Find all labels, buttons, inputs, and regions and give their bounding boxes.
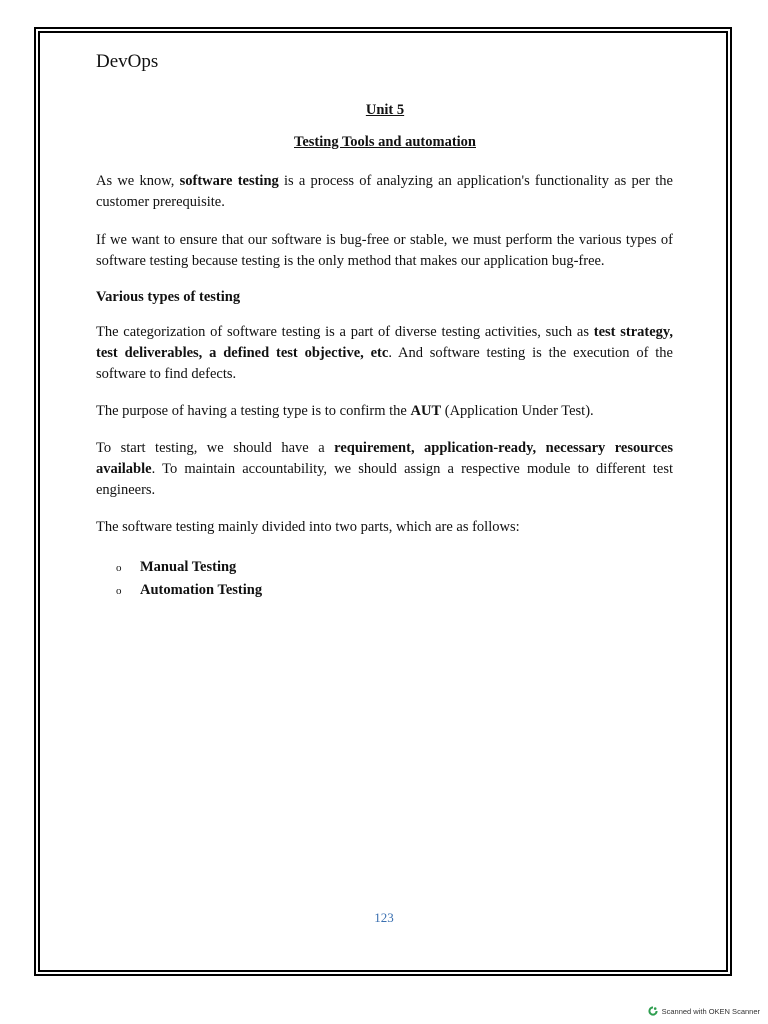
- paragraph-text: The purpose of having a testing type is to confirm the: [96, 403, 411, 419]
- testing-types-list: [116, 556, 262, 602]
- paragraph-text: To start testing, we should have a: [96, 440, 335, 456]
- paragraph-text: is a process of analyzing an application's functionality as per the customer prerequisite.: [96, 173, 673, 210]
- section-subheading: Various types of testing: [96, 289, 241, 305]
- paragraph-text: As we know,: [96, 173, 180, 189]
- unit-heading: Unit 5: [365, 102, 405, 118]
- paragraph-categorization: [96, 322, 673, 385]
- bold-term: software testing: [179, 173, 279, 189]
- scanner-watermark: [648, 1006, 760, 1016]
- scanner-text: Scanned with OKEN Scanner: [661, 1006, 760, 1016]
- oken-scanner-logo-icon: [648, 1006, 658, 1016]
- paragraph-text: (Application Under Test).: [441, 403, 594, 419]
- list-item-label: Automation Testing: [140, 582, 263, 598]
- page-number: 123: [374, 910, 394, 925]
- topic-heading: Testing Tools and automation: [294, 134, 476, 150]
- paragraph-two-parts: The software testing mainly divided into two parts, which are as follows:: [96, 519, 520, 535]
- list-item: [116, 556, 262, 579]
- bold-term: test strategy, test deliverables, a defined test objective, etc: [96, 324, 673, 361]
- document-title: DevOps: [96, 51, 159, 72]
- list-item: [116, 579, 262, 602]
- bold-term: AUT: [410, 403, 442, 419]
- list-item-label: Manual Testing: [140, 559, 237, 575]
- paragraph-text: . To maintain accountability, we should assign a respective module to different test engineers.: [96, 461, 673, 498]
- paragraph-intro: [96, 171, 673, 213]
- bold-term: requirement, application-ready, necessary resources available: [96, 440, 673, 477]
- paragraph-purpose: [96, 401, 673, 422]
- paragraph-text: The categorization of software testing is a part of diverse testing activities, such as: [96, 324, 594, 340]
- circle-bullet-icon: o: [116, 561, 122, 574]
- circle-bullet-icon: o: [116, 584, 122, 597]
- paragraph-start-testing: [96, 438, 673, 501]
- paragraph-bug-free: If we want to ensure that our software is bug-free or stable, we must perform the various types of software testing because testing is the only method that makes our application bug-free.: [96, 232, 673, 269]
- paragraph-text: . And software testing is the execution of the software to find defects.: [96, 345, 673, 382]
